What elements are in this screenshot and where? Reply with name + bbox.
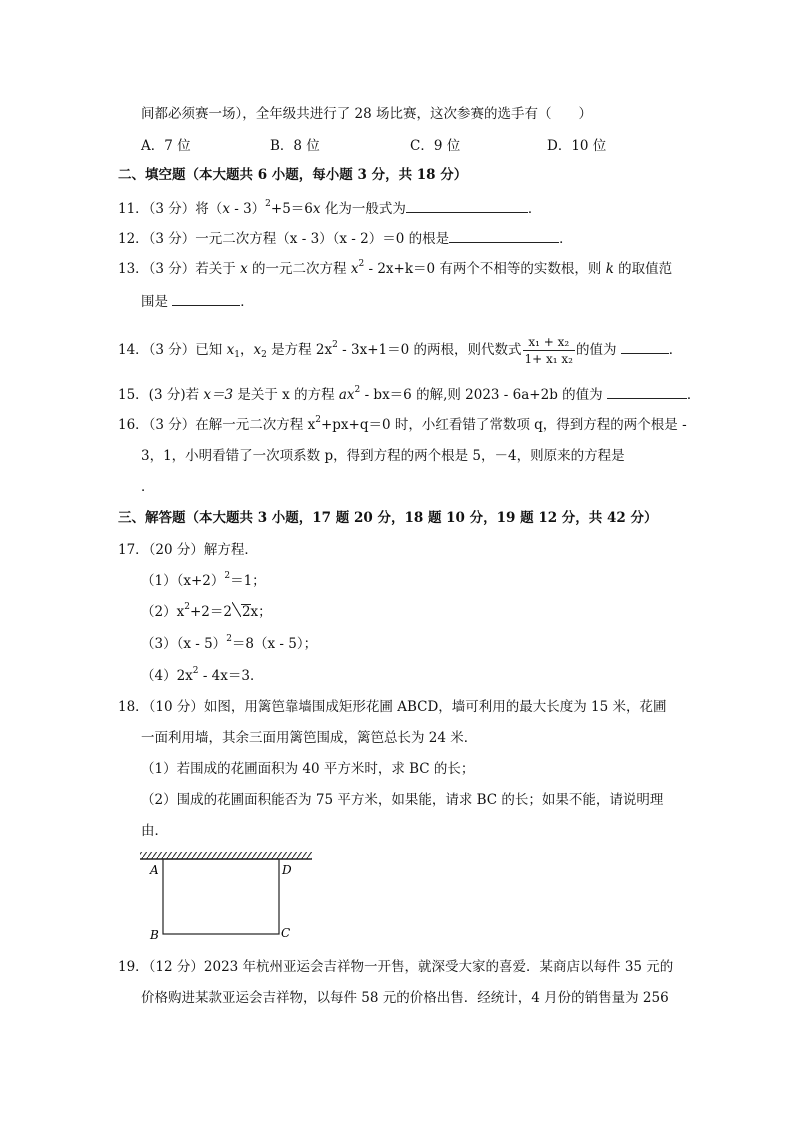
question-16: 16．（3 分）在解一元二次方程 $x^2+px+q=0$ 时，小红看错了常数项 q，得到方程的两个根是 - xyxy=(118,415,687,433)
question-19-line2: 价格购进某款亚运会吉祥物，以每件 58 元的价格出售．经统计，4 月份的销售量为 256 xyxy=(141,990,669,1006)
question-17-part3: （3）（x - 5）$^2$＝8（x - 5）； xyxy=(141,634,318,652)
vertex-label-d: D xyxy=(282,863,292,877)
question-15: 15．(3 分)若 x＝3 是关于 x 的方程 $ax^2 - bx=6$ 的解,则 2023 - 6a+2b 的值为 ． xyxy=(118,385,701,403)
question-19: 19．（12 分）2023 年杭州亚运会吉祥物一开售，就深受大家的喜爱．某商店以每件 35 元的 xyxy=(118,959,674,975)
q10-option-c: C．9 位 xyxy=(410,138,461,154)
question-13: 13．（3 分）若关于 x 的一元二次方程 $x^2 - 2x+k=0$ 有两个不相等的实数根，则 k 的取值范 xyxy=(118,259,673,277)
question-11: 11．（3 分）将（x - 3）$^2$+5＝6x 化为一般式为 ． xyxy=(118,199,542,217)
question-17-part2: $(2)x^2+2=2$ 2x； xyxy=(141,602,272,620)
question-18-line5: 由． xyxy=(141,823,168,839)
section3-title: 三、解答题（本大题共 3 小题，17 题 20 分，18 题 10 分，19 题 12 分，共 42 分） xyxy=(118,510,658,526)
answer-blank[interactable] xyxy=(621,339,669,354)
question-18-part1: （1）若围成的花圃面积为 40 平方米时，求 BC 的长； xyxy=(141,761,475,777)
vertex-label-b: B xyxy=(150,928,159,942)
sqrt-symbol: 2 xyxy=(241,604,251,620)
fraction: $\frac{\text{x₁ + x₂}}{\text{1+ x₁ x₂}}$ xyxy=(524,335,573,366)
question-17-part4: $(4)2x^2 - 4x=3$． xyxy=(141,666,264,684)
garden-figure xyxy=(138,850,318,942)
question-17-part1: $(1)(x+2)^2=1$； xyxy=(141,571,266,589)
q10-tail: 间都必须赛一场），全年级共进行了 28 场比赛，这次参赛的选手有（ ） xyxy=(141,106,593,122)
question-12: 12．（3 分）一元二次方程（x - 3）（x - 2）＝0 的根是 ． xyxy=(118,228,573,249)
vertex-label-a: A xyxy=(150,863,159,877)
answer-blank[interactable] xyxy=(607,384,687,399)
wall-hatching xyxy=(140,852,312,859)
garden-rectangle xyxy=(163,859,279,934)
q10-option-b: B．8 位 xyxy=(270,138,320,154)
answer-blank[interactable] xyxy=(406,198,528,213)
question-13-line2: 围是 ． xyxy=(141,291,254,312)
question-14: 14．（3 分）已知 $x_1$，$x_2$ 是方程 $2x^2 - 3x+1=0$ 的两根，则代数式 $\frac{\text{x₁ + x₂}}{\text{1+ x₁ x₂}}$ 的值为 ． xyxy=(118,335,683,366)
question-18-line2: 一面利用墙，其余三面用篱笆围成，篱笆总长为 24 米． xyxy=(141,730,478,746)
answer-blank[interactable] xyxy=(172,291,240,306)
question-18-part2: （2）围成的花圃面积能否为 75 平方米，如果能，请求 BC 的长；如果不能，请说明理 xyxy=(141,792,664,808)
vertex-label-c: C xyxy=(281,926,291,940)
question-17: 17．（20 分）解方程． xyxy=(118,542,258,558)
section2-title: 二、填空题（本大题共 6 小题，每小题 3 分，共 18 分） xyxy=(118,167,468,183)
q10-option-d: D．10 位 xyxy=(547,138,607,154)
question-16-line3: ． xyxy=(141,479,155,495)
q10-option-a: A．7 位 xyxy=(141,138,191,154)
question-16-line2: 3，1，小明看错了一次项系数 p，得到方程的两个根是 5，－4，则原来的方程是 xyxy=(141,448,625,464)
answer-blank[interactable] xyxy=(449,228,559,243)
question-18: 18．（10 分）如图，用篱笆靠墙围成矩形花圃 ABCD，墙可利用的最大长度为 15 米，花圃 xyxy=(118,699,667,715)
